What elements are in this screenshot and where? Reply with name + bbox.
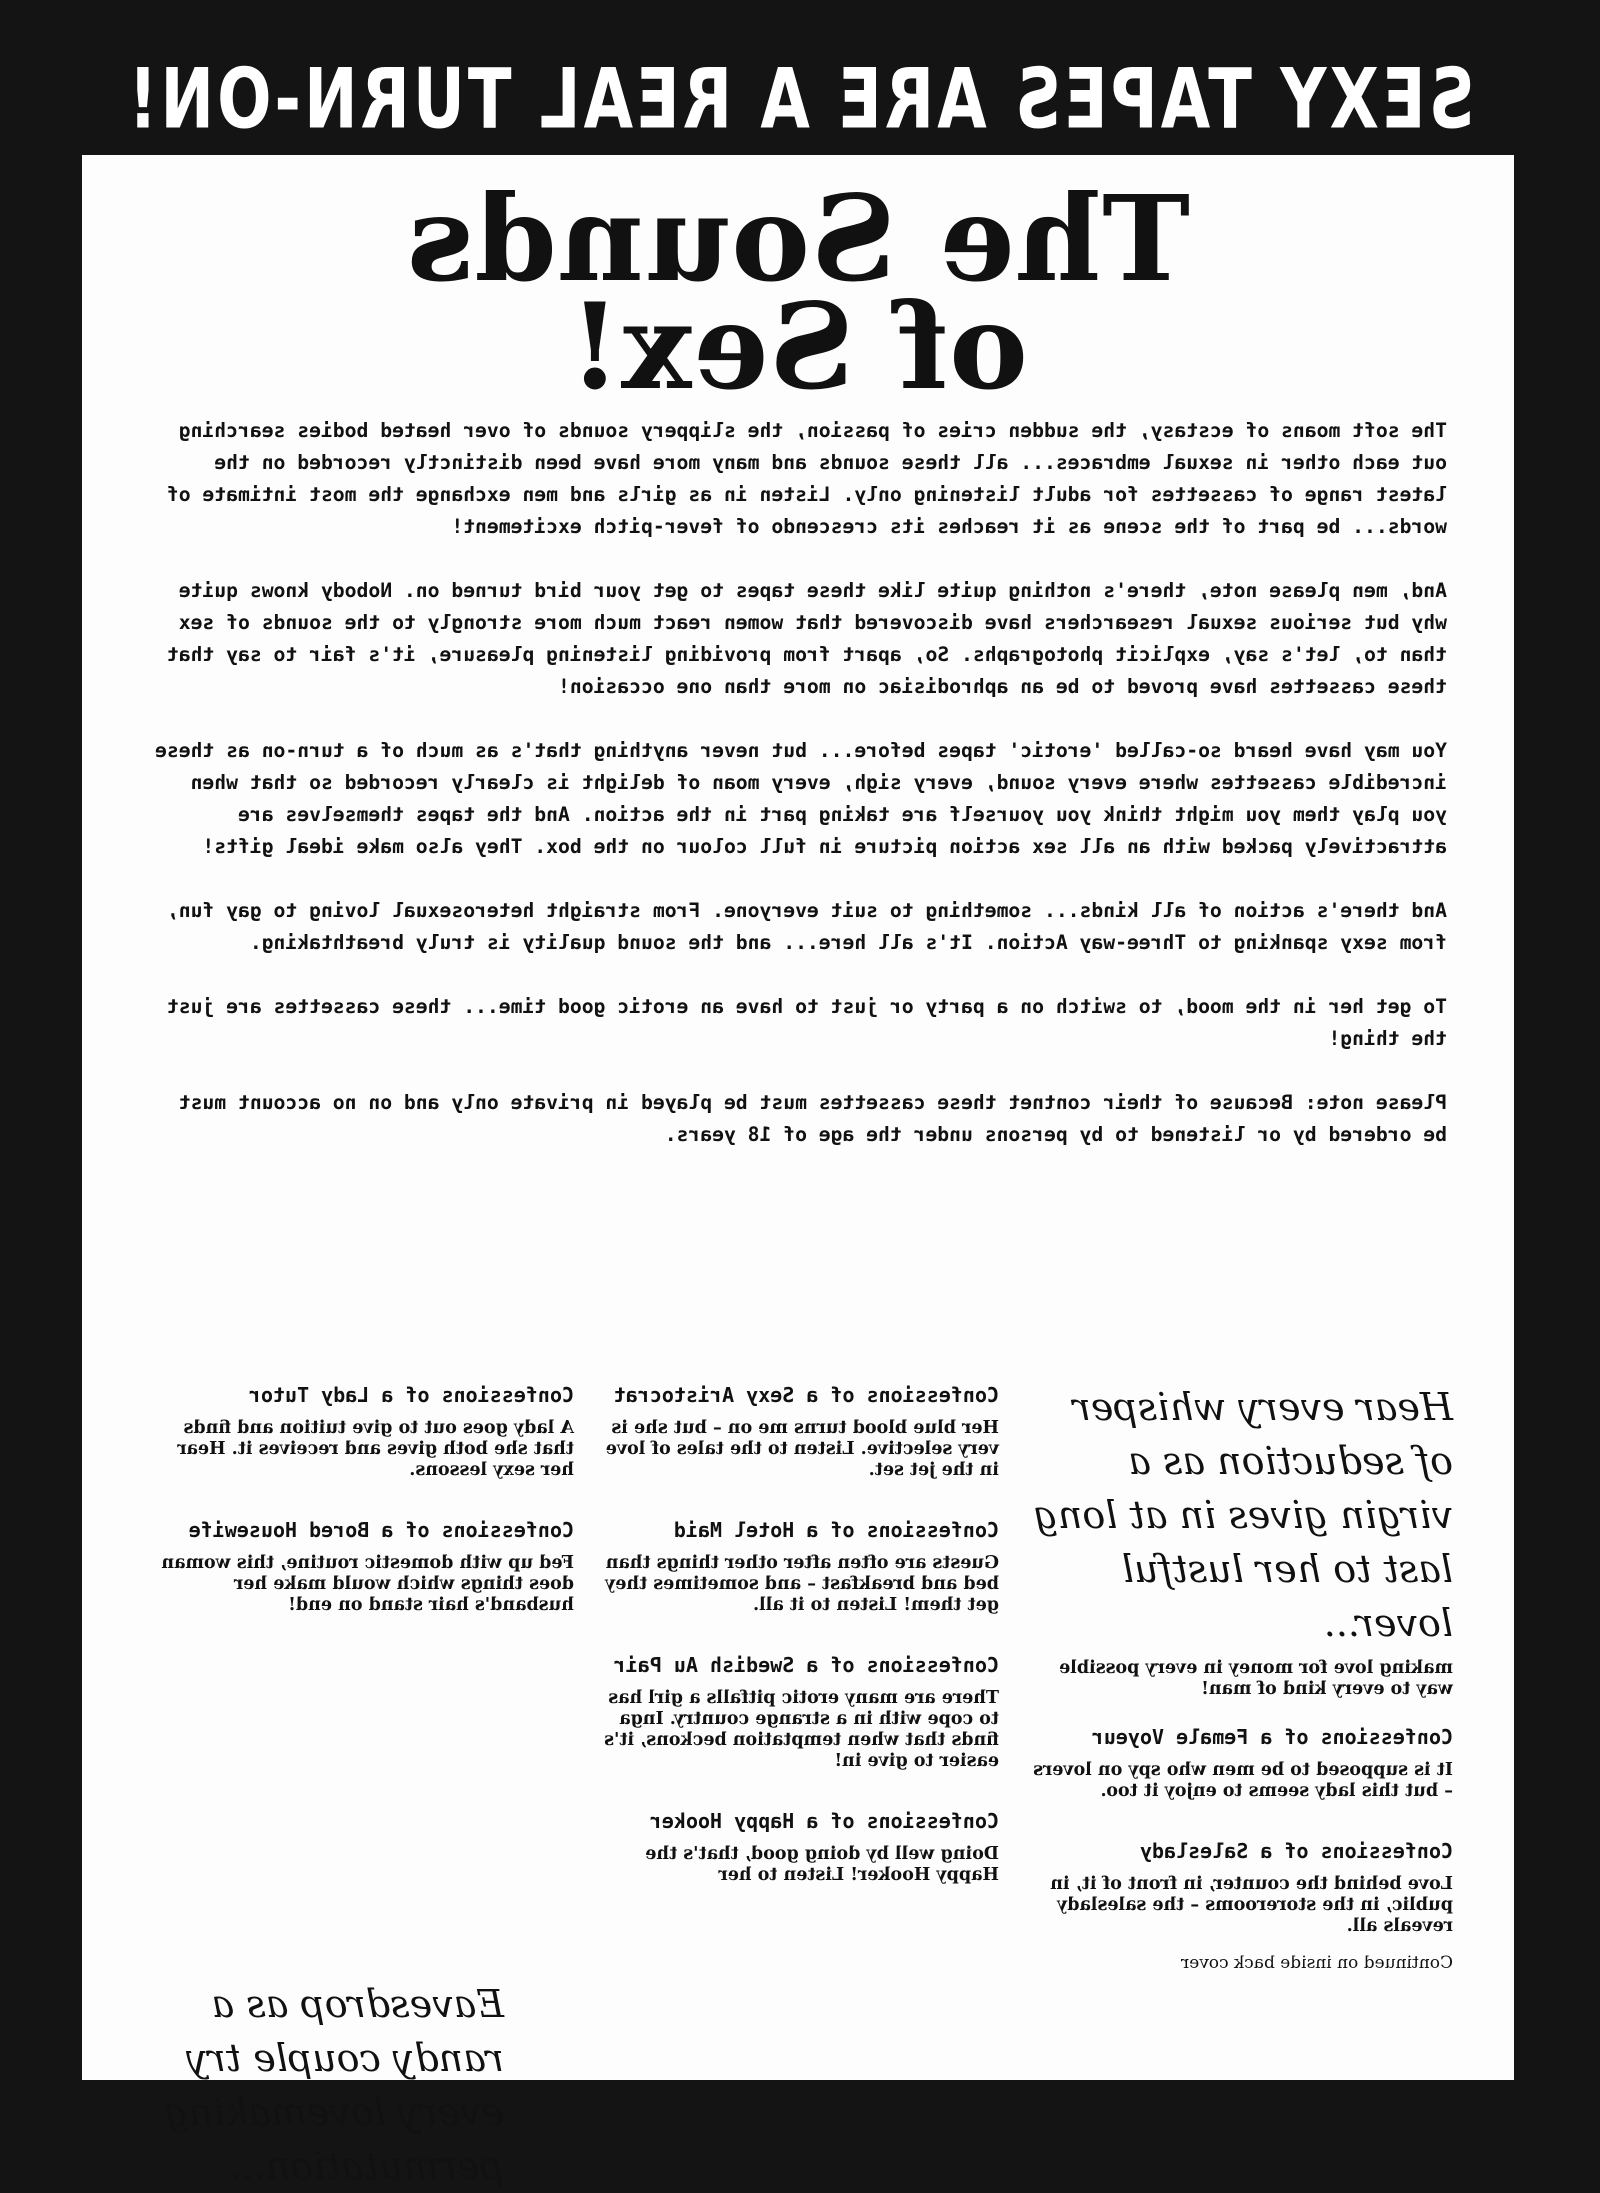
intro-tail-text: making love for money in every possible way to every kind of man! — [1059, 1658, 1453, 1699]
item-description: Fed up with domestic routine, this woman does things which would make her husband's hair stand on end! — [161, 1553, 574, 1615]
list-item — [594, 1380, 999, 1481]
item-description: It is supposed to be men who spy on lovers – but this lady seems to enjoy it too. — [1033, 1760, 1453, 1801]
right-column — [139, 1380, 574, 1650]
title-line-2: of Sex! — [568, 277, 1028, 416]
list-item — [1033, 1836, 1453, 1937]
list-item — [594, 1650, 999, 1772]
eavesdrop-script-block — [124, 1977, 504, 2193]
item-description: Her blue blood turns me on – but she is very selective. Listen to the tales of love in the jet set. — [605, 1418, 999, 1480]
list-item — [139, 1515, 574, 1616]
body-paragraph: You may have heard so-called 'erotic' tapes before... but never anything that's as much of a turn-on as these incredible cassettes where every sound, every sigh, every moan of delight is clearly recorded so that when you play them you might think you yourself are taking part in the action. And the tapes themselves are attractively packed with an all sex action picture in full colour on the box. They also make ideal gifts! — [155, 739, 1447, 858]
item-description: Guests are often after other things than bed and breakfast – and sometimes they get them! Listen to it all. — [605, 1553, 999, 1615]
body-text — [149, 415, 1447, 1183]
page-title — [82, 169, 1514, 416]
item-description: A lady goes out to give tuition and finds that she both gives and receives it. Hear her sexy lessons. — [177, 1418, 574, 1480]
title-line-1: The Sounds — [405, 169, 1191, 308]
whisper-script-text: Hear every whisper of seduction as a virgin gives in at long last to her lustful lover... — [1033, 1385, 1453, 1645]
item-title: Confessions of a Lady Tutor — [248, 1383, 574, 1407]
body-paragraph: And, men please note, there's nothing quite like these tapes to get your bird turned on. Nobody knows quite why but serious sexual researchers have discovered that women react much more strongly to the sounds of sex than to, let's say, explicit photographs. So, apart from providing listening pleasure, it's fair to say that these cassettes have proved to be an aphrodisiac on more than one occasion! — [166, 579, 1447, 698]
body-paragraph: The soft moans of ecstasy, the sudden cries of passion, the slippery sounds of over heated bodies searching out each other in sexual embraces... all these sounds and many more have been distinctly recorded on the latest range of cassettes for adult listening only. Listen in as girls and men exchange the most intimate of words... be part of the scene as it reaches its crescendo of fever-pitch excitement! — [166, 419, 1447, 538]
left-column — [1033, 1380, 1453, 1975]
item-title: Confessions of a Happy Hooker — [649, 1809, 999, 1833]
item-description: Love behind the counter, in front of it, in public, in the storerooms – the saleslady reveals all. — [1050, 1874, 1453, 1936]
continued-note: Continued on inside back cover — [1181, 1953, 1453, 1973]
item-description: Doing well by doing good, that's the Happy Hooker! Listen to her — [645, 1844, 999, 1885]
content-panel — [82, 155, 1514, 2188]
item-description: There are many erotic pitfalls a girl has to cope with in a strange country. Inga finds that when temptation beckons, it's easier to give in! — [604, 1688, 999, 1771]
body-paragraph: And there's action of all kinds... something to suit everyone. From straight heterosexual loving to gay fun, from sexy spanking to Three-way Action. It's all here... and the sound quality is truly breathtaking. — [166, 899, 1447, 954]
banner-headline: SEXY TAPES ARE A REAL TURN-ON! — [125, 51, 1475, 149]
body-paragraph: To get her in the mood, to switch on a party or just to have an erotic good time... these cassettes are just the thing! — [166, 995, 1447, 1050]
middle-column — [594, 1380, 999, 1886]
item-title: Confessions of a Hotel Maid — [673, 1518, 999, 1542]
eavesdrop-script-text: Eavesdrop as a randy couple try every lovemaking permutation... — [164, 1982, 504, 2188]
list-item — [139, 1380, 574, 1481]
list-item — [1033, 1722, 1453, 1802]
item-title: Confessions of a Swedish Au Pair — [613, 1653, 999, 1677]
list-item — [594, 1515, 999, 1616]
body-paragraph: Please note: Because of their contnet these cassettes must be played in private only and on no account must be ordered by or listened to by persons under the age of 18 years. — [178, 1091, 1447, 1146]
item-title: Confessions of a Female Voyeur — [1091, 1725, 1453, 1749]
item-title: Confessions of a Sexy Aristocrat — [613, 1383, 999, 1407]
list-item — [594, 1806, 999, 1886]
item-title: Confessions of a Saleslady — [1139, 1839, 1453, 1863]
item-title: Confessions of a Bored Housewife — [188, 1518, 574, 1542]
